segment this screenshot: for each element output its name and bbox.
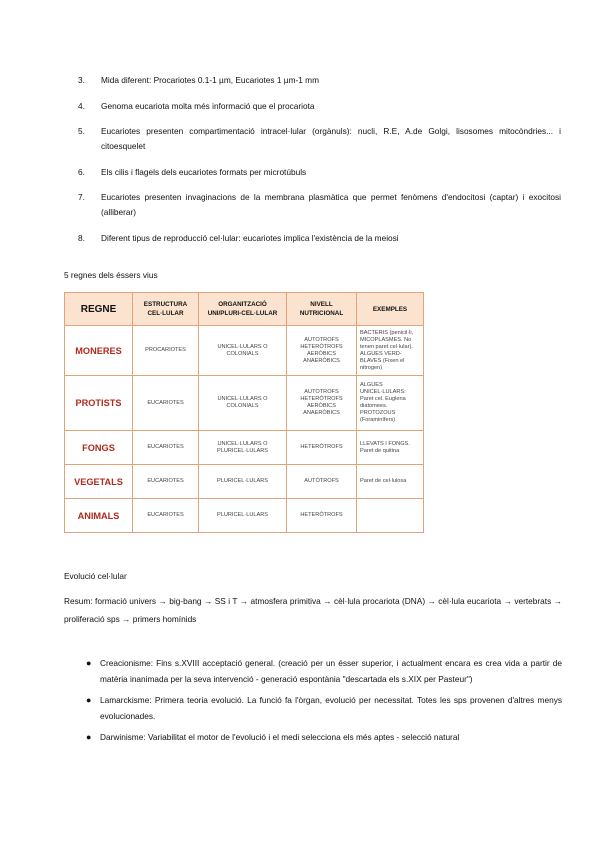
list-text: Eucariotes presenten invaginacions de la membrana plasmàtica que permet fenòmens d'endocitosi (captar) i exocitosi (alliberar) xyxy=(101,192,561,217)
list-text: Mida diferent: Procariotes 0.1-1 µm, Eucariotes 1 µm-1 mm xyxy=(101,75,319,85)
table-row xyxy=(65,499,424,533)
list-text: Diferent tipus de reproducció cel·lular: eucariotes implica l'existència de la meiosi xyxy=(101,232,399,243)
cell-nivell: AUTÒTROFS xyxy=(287,465,357,499)
list-text: Els cilis i flagels dels eucariotes formats per microtúbuls xyxy=(101,166,307,177)
bullet-list xyxy=(86,655,562,750)
cell-regne: FONGS xyxy=(65,431,133,465)
kingdoms-table-wrapper xyxy=(64,292,424,533)
cell-estructura: EUCARIOTES xyxy=(133,499,199,533)
bullet-icon: ● xyxy=(86,658,92,668)
list-item xyxy=(78,73,561,88)
list-item xyxy=(78,165,561,180)
table-heading: 5 regnes dels éssers vius xyxy=(64,270,158,280)
cell-exemples xyxy=(357,499,424,533)
list-number: 6. xyxy=(78,166,85,177)
list-item xyxy=(86,692,562,724)
header-nivell: NIVELL NUTRICIONAL xyxy=(287,293,357,326)
list-text: Eucariotes presenten compartimentació intracel·lular (orgànuls): nucli, R.E, A.de Golgi, lisosomes mitocòndries... i citoesquelet xyxy=(101,126,561,151)
table-row xyxy=(65,465,424,499)
cell-nivell: AUTOTROFS HETERÒTROFS AERÒBICS ANAERÒBICS xyxy=(287,326,357,376)
cell-nivell: HETERÒTROFS xyxy=(287,431,357,465)
list-item xyxy=(78,99,561,114)
cell-organitzacio: PLURICEL·LULARS xyxy=(199,465,287,499)
header-organitzacio: ORGANITZACIÓ UNI/PLURI-CEL·LULAR xyxy=(199,293,287,326)
header-regne: REGNE xyxy=(65,293,133,326)
cell-exemples: BACTERIS (penicil·li, MICOPLASMES. No tenen paret cel·lular). ALGUES VERD-BLAVES (Fixen el nitrogen) xyxy=(357,326,424,376)
bullet-text: Darwinisme: Variabilitat el motor de l'evolució i el medi selecciona els més aptes - selecció natural xyxy=(100,732,460,742)
list-number: 7. xyxy=(78,192,85,202)
list-item xyxy=(86,729,562,745)
bullet-icon: ● xyxy=(86,695,92,705)
list-item xyxy=(86,655,562,687)
table-row xyxy=(65,326,424,376)
header-estructura: ESTRUCTURA CEL·LULAR xyxy=(133,293,199,326)
cell-regne: ANIMALS xyxy=(65,499,133,533)
cell-estructura: EUCARIOTES xyxy=(133,465,199,499)
section-heading-evolucio: Evolució cel·lular xyxy=(64,571,127,581)
cell-regne: MONERES xyxy=(65,326,133,376)
cell-exemples: Paret de cel·lulosa xyxy=(357,465,424,499)
table-row xyxy=(65,431,424,465)
header-exemples: EXEMPLES xyxy=(357,293,424,326)
list-text: Genoma eucariota molta més informació que el procariota xyxy=(101,100,315,111)
cell-organitzacio: UNICEL·LULARS O COLONIALS xyxy=(199,326,287,376)
cell-estructura: PROCARIOTES xyxy=(133,326,199,376)
cell-organitzacio: PLURICEL·LULARS xyxy=(199,499,287,533)
table-row xyxy=(65,376,424,431)
bullet-text: Creacionisme: Fins s.XVIII acceptació general. (creació per un ésser superior, i actualment encara es crea vida a partir de matèria inanimada per la seva intervenció - generació espontània "descartada els s.XIX per Pasteur") xyxy=(100,658,562,684)
cell-nivell: AUTOTROFS HETERÒTROFS AERÒBICS ANAERÒBICS xyxy=(287,376,357,431)
cell-exemples: ALGUES UNICEL·LULARS: Paret cel. Euglena diatomees. PROTOZOUS (Foraminífers) xyxy=(357,376,424,431)
list-item xyxy=(78,124,561,154)
cell-organitzacio: UNICEL·LULARS O PLURICEL·LULARS xyxy=(199,431,287,465)
resum-paragraph: Resum: formació univers → big-bang → SS i T → atmosfera primitiva → cèl·lula procariota (DNA) → cèl·lula eucariota → vertebrats → proliferació sps → primers homínids xyxy=(64,596,562,624)
cell-regne: PROTISTS xyxy=(65,376,133,431)
list-number: 4. xyxy=(78,100,85,111)
cell-organitzacio: UNICEL·LULARS O COLONIALS xyxy=(199,376,287,431)
cell-estructura: EUCARIOTES xyxy=(133,431,199,465)
bullet-text: Lamarckisme: Primera teoria evolució. La funció fa l'òrgan, evolució per necessitat. Totes les sps provenen d'altres menys evolucionades. xyxy=(100,695,562,721)
table-header-row xyxy=(65,293,424,326)
kingdoms-table xyxy=(64,292,424,533)
cell-nivell: HETERÒTROFS xyxy=(287,499,357,533)
list-item xyxy=(78,231,561,246)
cell-exemples: LLEVATS I FONGS. Paret de quitina xyxy=(357,431,424,465)
list-number: 3. xyxy=(78,75,85,85)
cell-regne: VEGETALS xyxy=(65,465,133,499)
list-number: 5. xyxy=(78,126,85,136)
numbered-list xyxy=(78,73,561,256)
bullet-icon: ● xyxy=(86,732,92,742)
cell-estructura: EUCARIOTES xyxy=(133,376,199,431)
list-number: 8. xyxy=(78,232,85,243)
list-item xyxy=(78,190,561,220)
